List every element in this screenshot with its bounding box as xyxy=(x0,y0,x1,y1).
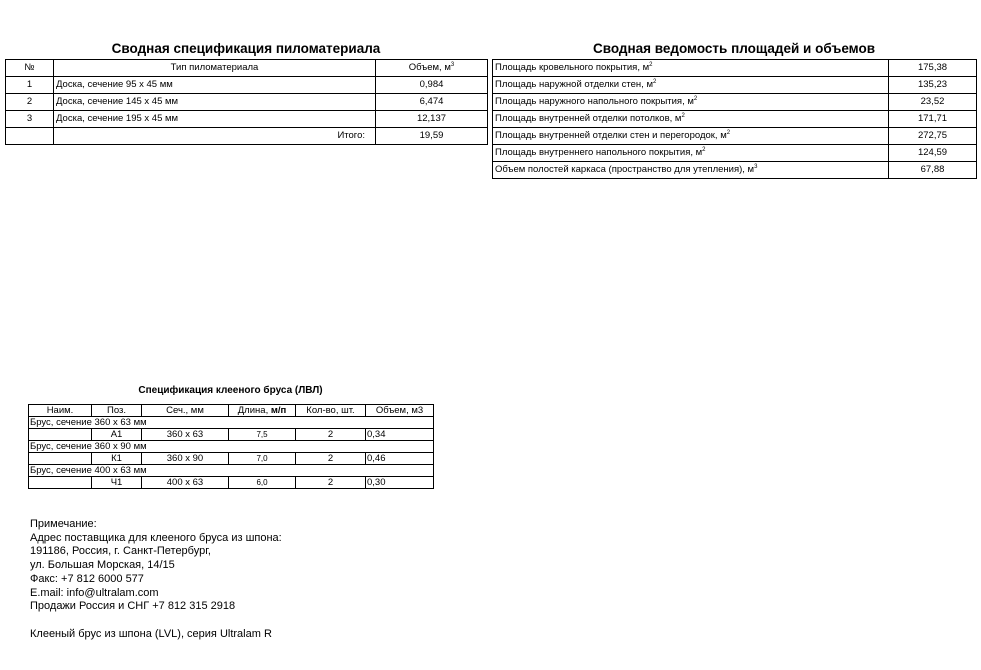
row-type: Доска, сечение 195 х 45 мм xyxy=(54,111,376,128)
row-section: 400 х 63 xyxy=(142,477,229,489)
group-label-row xyxy=(29,465,434,477)
row-volume: 6,474 xyxy=(376,94,488,111)
group-label: Брус, сечение 360 х 90 мм xyxy=(29,441,434,453)
row-qty: 2 xyxy=(296,477,366,489)
header-length: Длина, м/п xyxy=(229,405,296,417)
table-row xyxy=(6,111,488,128)
area-label: Площадь внутреннего напольного покрытия, $м^2$ xyxy=(493,145,889,162)
row-num: 2 xyxy=(6,94,54,111)
row-type: Доска, сечение 95 х 45 мм xyxy=(54,77,376,94)
empty-cell xyxy=(29,429,92,441)
row-volume: 12,137 xyxy=(376,111,488,128)
table-row xyxy=(493,162,977,179)
area-label: Площадь внутренней отделки стен и перегородок, $м^2$ xyxy=(493,128,889,145)
row-num: 3 xyxy=(6,111,54,128)
note-line: Продажи Россия и СНГ +7 812 315 2918 xyxy=(30,600,236,613)
lumber-spec-title: Сводная спецификация пиломатериала xyxy=(111,41,381,56)
row-qty: 2 xyxy=(296,453,366,465)
row-volume: 0,30 xyxy=(366,477,434,489)
note-line: Факс: +7 812 6000 577 xyxy=(30,572,144,585)
table-row xyxy=(29,453,434,465)
header-volume: Объем, $м^3$ xyxy=(376,60,488,77)
row-num: 1 xyxy=(6,77,54,94)
note-line: Примечание: xyxy=(30,518,97,530)
empty-cell xyxy=(29,477,92,489)
table-row xyxy=(493,60,977,77)
header-pos: Поз. xyxy=(92,405,142,417)
row-length: 7,5 xyxy=(229,429,296,441)
group-label-row xyxy=(29,441,434,453)
note-line: E.mail: info@ultralam.com xyxy=(30,586,159,599)
row-pos: А1 xyxy=(92,429,142,441)
row-type: Доска, сечение 145 х 45 мм xyxy=(54,94,376,111)
row-length: 6,0 xyxy=(229,477,296,489)
table-row xyxy=(29,477,434,489)
table-row xyxy=(6,77,488,94)
series-line: Клееный брус из шпона (LVL), серия Ultralam R xyxy=(30,628,272,640)
area-label: Площадь кровельного покрытия, $м^2$ xyxy=(493,60,889,77)
row-volume: 0,34 xyxy=(366,429,434,441)
areas-spec-table xyxy=(492,59,977,179)
header-volume: Объем, м3 xyxy=(366,405,434,417)
areas-spec-title: Сводная ведомость площадей и объемов xyxy=(592,41,876,56)
row-qty: 2 xyxy=(296,429,366,441)
table-row xyxy=(493,77,977,94)
area-value: 124,59 xyxy=(889,145,977,162)
note-line: 191186, Россия, г. Санкт-Петербург, xyxy=(30,545,211,558)
note-line: Адрес поставщика для клееного бруса из шпона: xyxy=(30,531,282,544)
group-label: Брус, сечение 360 х 63 мм xyxy=(29,417,434,429)
total-row xyxy=(6,128,488,145)
area-label: Площадь наружной отделки стен, $м^2$ xyxy=(493,77,889,94)
header-qty: Кол-во, шт. xyxy=(296,405,366,417)
empty-cell xyxy=(29,453,92,465)
table-row xyxy=(493,94,977,111)
supplier-note xyxy=(30,518,282,614)
group-label-row xyxy=(29,417,434,429)
area-value: 175,38 xyxy=(889,60,977,77)
area-value: 23,52 xyxy=(889,94,977,111)
row-pos: К1 xyxy=(92,453,142,465)
table-row xyxy=(29,429,434,441)
table-header-row xyxy=(29,405,434,417)
note-line: ул. Большая Морская, 14/15 xyxy=(30,559,175,572)
total-label: Итого: xyxy=(54,128,376,145)
row-length: 7,0 xyxy=(229,453,296,465)
header-num: № xyxy=(6,60,54,77)
volume-label: Объем полостей каркаса (пространство для утепления), $м^3$ xyxy=(493,162,889,179)
area-value: 135,23 xyxy=(889,77,977,94)
area-value: 171,71 xyxy=(889,111,977,128)
lvl-spec-table xyxy=(28,404,434,489)
row-volume: 0,984 xyxy=(376,77,488,94)
row-pos: Ч1 xyxy=(92,477,142,489)
total-value: 19,59 xyxy=(376,128,488,145)
row-section: 360 х 90 xyxy=(142,453,229,465)
row-section: 360 х 63 xyxy=(142,429,229,441)
group-label: Брус, сечение 400 х 63 мм xyxy=(29,465,434,477)
area-value: 272,75 xyxy=(889,128,977,145)
table-row xyxy=(493,128,977,145)
series-note xyxy=(30,628,272,642)
area-label: Площадь наружного напольного покрытия, $м^2$ xyxy=(493,94,889,111)
volume-value: 67,88 xyxy=(889,162,977,179)
lvl-spec-title: Спецификация клееного бруса (ЛВЛ) xyxy=(138,385,323,396)
header-name: Наим. xyxy=(29,405,92,417)
table-row xyxy=(493,145,977,162)
table-header-row xyxy=(6,60,488,77)
row-volume: 0,46 xyxy=(366,453,434,465)
table-row xyxy=(493,111,977,128)
table-row xyxy=(6,94,488,111)
header-type: Тип пиломатериала xyxy=(54,60,376,77)
total-empty-cell xyxy=(6,128,54,145)
area-label: Площадь внутренней отделки потолков, $м^2$ xyxy=(493,111,889,128)
lumber-spec-table xyxy=(5,59,488,145)
header-section: Сеч., мм xyxy=(142,405,229,417)
